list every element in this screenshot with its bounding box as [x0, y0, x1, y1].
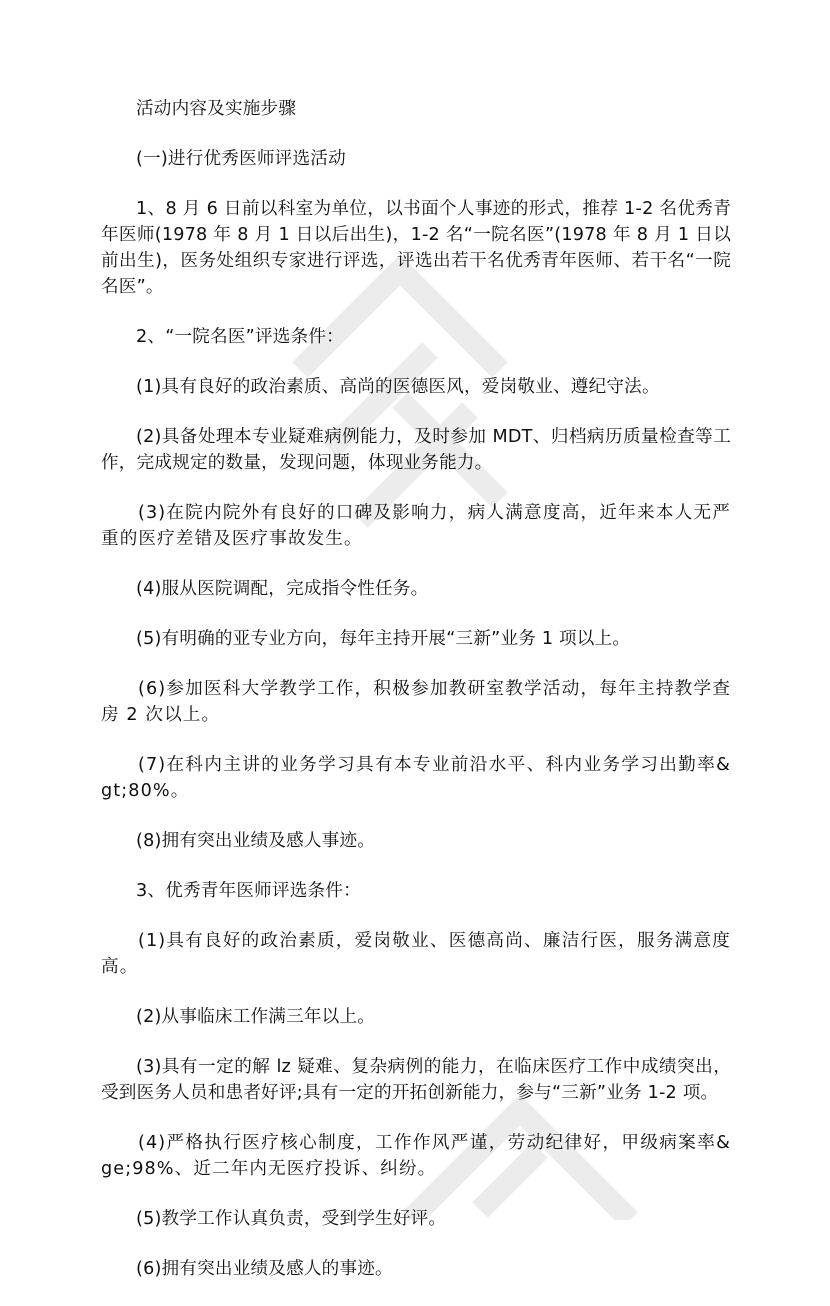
document-heading: 活动内容及实施步骤 — [136, 99, 297, 119]
section-title: (一)进行优秀医师评选活动 — [136, 149, 346, 169]
famous-doctor-criterion-4: (4)服从医院调配，完成指令性任务。 — [136, 579, 429, 599]
young-doctor-criterion-6: (6)拥有突出业绩及感人的事迹。 — [136, 1259, 393, 1279]
famous-doctor-criterion-2: (2)具备处理本专业疑难病例能力，及时参加 MDT、归档病历质量检查等工作，完成规定的数量，发现问题，体现业务能力。 — [101, 427, 731, 473]
young-doctor-criterion-3: (3)具有一定的解 lz 疑难、复杂病例的能力，在临床医疗工作中成绩突出，受到医务人员和患者好评;具有一定的开拓创新能力，参与“三新”业务 1-2 项。 — [101, 1057, 731, 1103]
young-doctor-criteria-title: 3、优秀青年医师评选条件： — [136, 881, 361, 901]
famous-doctor-criteria-title: 2、“一院名医”评选条件： — [136, 327, 344, 347]
young-doctor-criterion-5: (5)教学工作认真负责，受到学生好评。 — [136, 1209, 447, 1229]
famous-doctor-criterion-7: (7)在科内主讲的业务学习具有本专业前沿水平、科内业务学习出勤率&gt;80%。 — [101, 755, 731, 801]
young-doctor-criterion-4: (4)严格执行医疗核心制度，工作作风严谨，劳动纪律好，甲级病案率&ge;98%、近二年内无医疗投诉、纠纷。 — [101, 1133, 731, 1179]
famous-doctor-criterion-5: (5)有明确的亚专业方向，每年主持开展“三新”业务 1 项以上。 — [136, 629, 631, 649]
famous-doctor-criterion-8: (8)拥有突出业绩及感人事迹。 — [136, 831, 376, 851]
famous-doctor-criterion-6: (6)参加医科大学教学工作，积极参加教研室教学活动，每年主持教学查房 2 次以上。 — [101, 679, 731, 725]
document-page — [101, 96, 731, 1306]
famous-doctor-criterion-3: (3)在院内院外有良好的口碑及影响力，病人满意度高，近年来本人无严重的医疗差错及医疗事故发生。 — [101, 503, 731, 549]
young-doctor-criterion-2: (2)从事临床工作满三年以上。 — [136, 1007, 376, 1027]
item-1-paragraph: 1、8 月 6 日前以科室为单位，以书面个人事迹的形式，推荐 1-2 名优秀青年医师(1978 年 8 月 1 日以后出生)，1-2 名“一院名医”(1978 年 8 月 1 日以前出生)，医务处组织专家进行评选，评选出若干名优秀青年医师、若干名“一院名医”。 — [101, 199, 731, 297]
famous-doctor-criterion-1: (1)具有良好的政治素质、高尚的医德医风，爱岗敬业、遵纪守法。 — [136, 377, 660, 397]
young-doctor-criterion-1: (1)具有良好的政治素质，爱岗敬业、医德高尚、廉洁行医，服务满意度高。 — [101, 931, 731, 977]
